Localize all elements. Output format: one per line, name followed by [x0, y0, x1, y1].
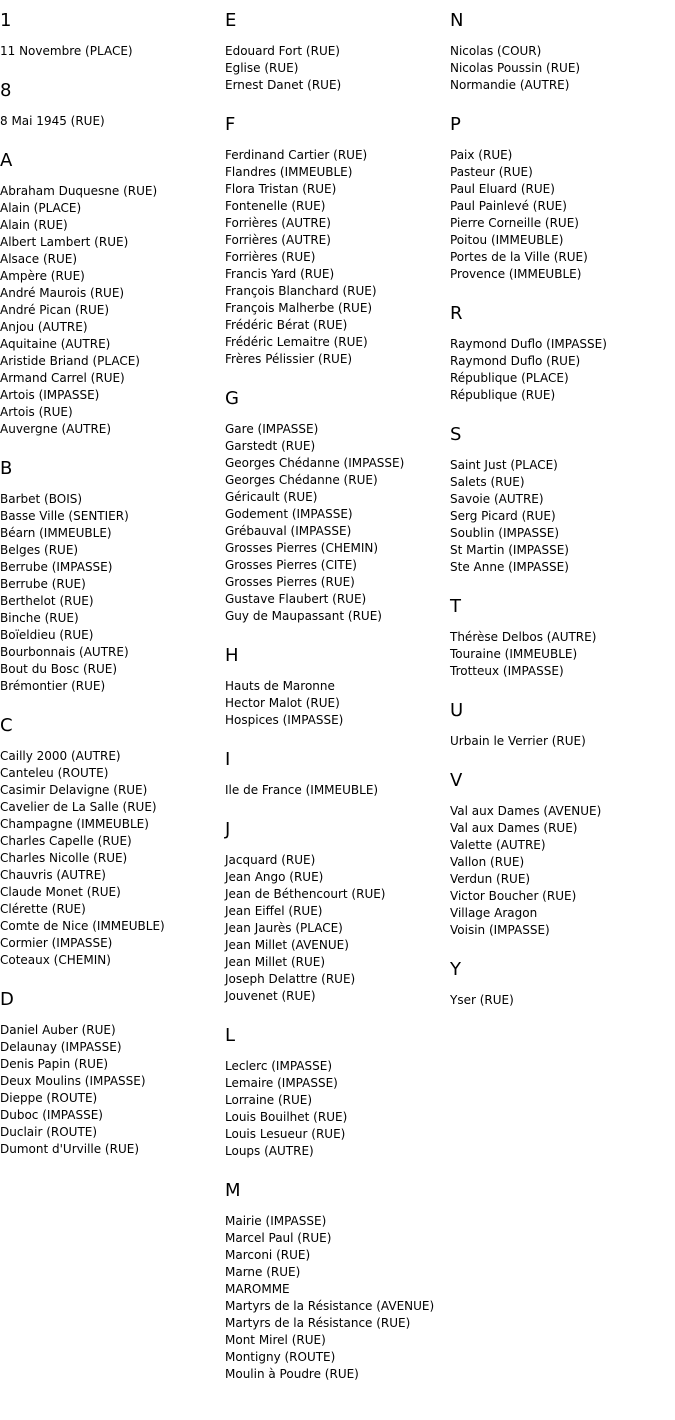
street-item[interactable]: Berthelot (RUE) [0, 594, 94, 608]
street-item[interactable]: Flandres (IMMEUBLE) [225, 165, 353, 179]
street-item[interactable]: André Pican (RUE) [0, 303, 110, 317]
street-list [450, 457, 674, 576]
street-item[interactable]: Cormier (IMPASSE) [0, 936, 113, 950]
street-item[interactable]: Val aux Dames (RUE) [450, 821, 578, 835]
street-item[interactable]: Lorraine (RUE) [225, 1093, 313, 1107]
street-item[interactable]: François Blanchard (RUE) [225, 284, 377, 298]
letter-heading: M [225, 1180, 241, 1201]
street-item[interactable]: Dumont d'Urville (RUE) [0, 1142, 140, 1156]
letter-section-1 [0, 11, 224, 60]
street-item[interactable]: Provence (IMMEUBLE) [450, 267, 582, 281]
street-item[interactable]: Georges Chédanne (RUE) [225, 473, 378, 487]
street-item[interactable]: Leclerc (IMPASSE) [225, 1059, 333, 1073]
street-item[interactable]: Paul Eluard (RUE) [450, 182, 555, 196]
street-item[interactable]: Moulin à Poudre (RUE) [225, 1367, 359, 1381]
street-list [450, 43, 674, 94]
letter-heading: 8 [0, 80, 12, 101]
letter-section-8 [0, 81, 224, 130]
street-item[interactable]: Grosses Pierres (RUE) [225, 575, 355, 589]
street-item[interactable]: Forrières (AUTRE) [225, 233, 331, 247]
street-item[interactable]: Barbet (BOIS) [0, 492, 83, 506]
letter-section-p [450, 115, 674, 283]
street-item[interactable]: Alsace (RUE) [0, 252, 78, 266]
street-item[interactable]: Canteleu (ROUTE) [0, 766, 109, 780]
street-item[interactable]: Touraine (IMMEUBLE) [450, 647, 578, 661]
street-item[interactable]: Chauvris (AUTRE) [0, 868, 106, 882]
street-item[interactable]: Flora Tristan (RUE) [225, 182, 337, 196]
letter-section-a [0, 151, 224, 438]
street-list [225, 678, 449, 729]
street-item[interactable]: Louis Bouilhet (RUE) [225, 1110, 348, 1124]
street-item[interactable]: Artois (RUE) [0, 405, 73, 419]
street-item[interactable]: Comte de Nice (IMMEUBLE) [0, 919, 165, 933]
street-item[interactable]: Jean Jaurès (PLACE) [225, 921, 343, 935]
street-item[interactable]: Ile de France (IMMEUBLE) [225, 783, 379, 797]
letter-section-r [450, 304, 674, 404]
street-item[interactable]: François Malherbe (RUE) [225, 301, 373, 315]
letter-section-s [450, 425, 674, 576]
letter-heading: T [450, 596, 461, 617]
street-list [450, 147, 674, 283]
street-item[interactable]: Albert Lambert (RUE) [0, 235, 129, 249]
street-item[interactable]: Louis Lesueur (RUE) [225, 1127, 346, 1141]
letter-heading: I [225, 749, 231, 770]
street-list [225, 782, 449, 799]
street-item[interactable]: Garstedt (RUE) [225, 439, 316, 453]
street-item[interactable]: Ernest Danet (RUE) [225, 78, 342, 92]
street-item[interactable]: Urbain le Verrier (RUE) [450, 734, 586, 748]
street-item[interactable]: Serg Picard (RUE) [450, 509, 556, 523]
street-item[interactable]: Savoie (AUTRE) [450, 492, 544, 506]
street-item[interactable]: Vallon (RUE) [450, 855, 525, 869]
street-item[interactable]: MAROMME [225, 1282, 290, 1296]
street-list [450, 733, 674, 750]
street-item[interactable]: Martyrs de la Résistance (RUE) [225, 1316, 411, 1330]
street-item[interactable]: Daniel Auber (RUE) [0, 1023, 116, 1037]
street-index-column-3 [450, 0, 674, 1030]
street-index-column-2 [225, 0, 449, 1404]
street-item[interactable]: Jean Eiffel (RUE) [225, 904, 323, 918]
street-item[interactable]: Soublin (IMPASSE) [450, 526, 560, 540]
street-list [225, 43, 449, 94]
street-item[interactable]: Cavelier de La Salle (RUE) [0, 800, 157, 814]
street-item[interactable]: Ferdinand Cartier (RUE) [225, 148, 368, 162]
street-item[interactable]: Pierre Corneille (RUE) [450, 216, 579, 230]
letter-section-t [450, 597, 674, 680]
street-item[interactable]: Guy de Maupassant (RUE) [225, 609, 382, 623]
street-item[interactable]: Grosses Pierres (CHEMIN) [225, 541, 379, 555]
street-item[interactable]: Gustave Flaubert (RUE) [225, 592, 367, 606]
street-item[interactable]: Clérette (RUE) [0, 902, 86, 916]
street-item[interactable]: Raymond Duflo (RUE) [450, 354, 581, 368]
street-item[interactable]: Ste Anne (IMPASSE) [450, 560, 569, 574]
letter-heading: U [450, 700, 464, 721]
letter-section-y [450, 960, 674, 1009]
street-item[interactable]: Grosses Pierres (CITE) [225, 558, 357, 572]
street-item[interactable]: Marcel Paul (RUE) [225, 1231, 332, 1245]
street-item[interactable]: Pasteur (RUE) [450, 165, 533, 179]
street-item[interactable]: Frédéric Bérat (RUE) [225, 318, 348, 332]
street-item[interactable]: Paix (RUE) [450, 148, 513, 162]
street-item[interactable]: Coteaux (CHEMIN) [0, 953, 111, 967]
street-item[interactable]: Frères Pélissier (RUE) [225, 352, 353, 366]
street-item[interactable]: Champagne (IMMEUBLE) [0, 817, 149, 831]
letter-section-u [450, 701, 674, 750]
street-item[interactable]: Nicolas Poussin (RUE) [450, 61, 581, 75]
street-item[interactable]: Aquitaine (AUTRE) [0, 337, 111, 351]
street-item[interactable]: Godement (IMPASSE) [225, 507, 353, 521]
street-item[interactable]: Joseph Delattre (RUE) [225, 972, 356, 986]
letter-section-b [0, 459, 224, 695]
street-item[interactable]: Martyrs de la Résistance (AVENUE) [225, 1299, 435, 1313]
street-item[interactable]: Jouvenet (RUE) [225, 989, 316, 1003]
street-item[interactable]: Jean Ango (RUE) [225, 870, 324, 884]
street-item[interactable]: Delaunay (IMPASSE) [0, 1040, 122, 1054]
street-item[interactable]: Val aux Dames (AVENUE) [450, 804, 602, 818]
street-item[interactable]: 8 Mai 1945 (RUE) [0, 114, 105, 128]
street-item[interactable]: Géricault (RUE) [225, 490, 318, 504]
street-list [0, 113, 224, 130]
street-list [0, 183, 224, 438]
street-item[interactable]: Marconi (RUE) [225, 1248, 311, 1262]
street-item[interactable]: Eglise (RUE) [225, 61, 299, 75]
street-item[interactable]: Frédéric Lemaitre (RUE) [225, 335, 368, 349]
street-item[interactable]: Paul Painlevé (RUE) [450, 199, 567, 213]
street-item[interactable]: Bout du Bosc (RUE) [0, 662, 118, 676]
street-item[interactable]: Berrube (RUE) [0, 577, 86, 591]
street-item[interactable]: Casimir Delavigne (RUE) [0, 783, 148, 797]
street-item[interactable]: Normandie (AUTRE) [450, 78, 570, 92]
street-item[interactable]: Artois (IMPASSE) [0, 388, 100, 402]
street-list [450, 992, 674, 1009]
letter-heading: D [0, 989, 14, 1010]
letter-heading: S [450, 424, 462, 445]
letter-heading: J [225, 819, 231, 840]
street-list [225, 1058, 449, 1160]
street-item[interactable]: Voisin (IMPASSE) [450, 923, 550, 937]
street-item[interactable]: Forrières (AUTRE) [225, 216, 331, 230]
street-item[interactable]: Jean de Béthencourt (RUE) [225, 887, 386, 901]
street-list [0, 1022, 224, 1158]
letter-heading: E [225, 10, 237, 31]
street-item[interactable]: Nicolas (COUR) [450, 44, 542, 58]
street-item[interactable]: Belges (RUE) [0, 543, 79, 557]
letter-heading: 1 [0, 10, 12, 31]
street-list [450, 336, 674, 404]
street-item[interactable]: Alain (PLACE) [0, 201, 82, 215]
street-item[interactable]: Fontenelle (RUE) [225, 199, 326, 213]
street-item[interactable]: Village Aragon [450, 906, 538, 920]
letter-section-m [225, 1181, 449, 1383]
letter-heading: F [225, 114, 236, 135]
street-item[interactable]: Salets (RUE) [450, 475, 525, 489]
street-item[interactable]: Mont Mirel (RUE) [225, 1333, 326, 1347]
street-item[interactable]: Aristide Briand (PLACE) [0, 354, 140, 368]
street-item[interactable]: Verdun (RUE) [450, 872, 531, 886]
street-list [225, 1213, 449, 1383]
street-item[interactable]: Dieppe (ROUTE) [0, 1091, 98, 1105]
street-list [450, 803, 674, 939]
letter-heading: P [450, 114, 461, 135]
street-item[interactable]: Hector Malot (RUE) [225, 696, 340, 710]
street-item[interactable]: Forrières (RUE) [225, 250, 316, 264]
street-list [0, 748, 224, 969]
street-item[interactable]: Loups (AUTRE) [225, 1144, 314, 1158]
letter-section-h [225, 646, 449, 729]
street-item[interactable]: Bourbonnais (AUTRE) [0, 645, 129, 659]
street-item[interactable]: Berrube (IMPASSE) [0, 560, 113, 574]
street-item[interactable]: Binche (RUE) [0, 611, 79, 625]
street-item[interactable]: Charles Capelle (RUE) [0, 834, 132, 848]
letter-section-d [0, 990, 224, 1158]
street-item[interactable]: Montigny (ROUTE) [225, 1350, 336, 1364]
street-item[interactable]: Armand Carrel (RUE) [0, 371, 125, 385]
street-item[interactable]: Cailly 2000 (AUTRE) [0, 749, 121, 763]
street-item[interactable]: Ampère (RUE) [0, 269, 85, 283]
street-item[interactable]: St Martin (IMPASSE) [450, 543, 569, 557]
street-item[interactable]: Anjou (AUTRE) [0, 320, 88, 334]
street-item[interactable]: Charles Nicolle (RUE) [0, 851, 128, 865]
street-item[interactable]: Francis Yard (RUE) [225, 267, 335, 281]
letter-heading: N [450, 10, 464, 31]
street-list [225, 421, 449, 625]
letter-section-n [450, 11, 674, 94]
street-item[interactable]: Jean Millet (AVENUE) [225, 938, 349, 952]
street-item[interactable]: Brémontier (RUE) [0, 679, 106, 693]
street-item[interactable]: Victor Boucher (RUE) [450, 889, 577, 903]
street-item[interactable]: Denis Papin (RUE) [0, 1057, 109, 1071]
letter-section-c [0, 716, 224, 969]
street-item[interactable]: Georges Chédanne (IMPASSE) [225, 456, 405, 470]
street-item[interactable]: Edouard Fort (RUE) [225, 44, 340, 58]
street-list [225, 147, 449, 368]
street-item[interactable]: Valette (AUTRE) [450, 838, 546, 852]
street-list [0, 491, 224, 695]
street-item[interactable]: Grébauval (IMPASSE) [225, 524, 352, 538]
street-item[interactable]: Claude Monet (RUE) [0, 885, 121, 899]
street-item[interactable]: République (RUE) [450, 388, 556, 402]
street-list [0, 43, 224, 60]
letter-heading: C [0, 715, 13, 736]
street-item[interactable]: Mairie (IMPASSE) [225, 1214, 327, 1228]
letter-section-i [225, 750, 449, 799]
street-item[interactable]: Boïeldieu (RUE) [0, 628, 94, 642]
street-item[interactable]: Auvergne (AUTRE) [0, 422, 112, 436]
letter-section-v [450, 771, 674, 939]
street-item[interactable]: République (PLACE) [450, 371, 569, 385]
street-item[interactable]: Abraham Duquesne (RUE) [0, 184, 158, 198]
street-item[interactable]: Trotteux (IMPASSE) [450, 664, 564, 678]
street-item[interactable]: Duclair (ROUTE) [0, 1125, 98, 1139]
street-item[interactable]: Gare (IMPASSE) [225, 422, 319, 436]
letter-heading: L [225, 1025, 236, 1046]
street-item[interactable]: Hauts de Maronne [225, 679, 335, 693]
street-item[interactable]: Thérèse Delbos (AUTRE) [450, 630, 597, 644]
street-item[interactable]: Marne (RUE) [225, 1265, 301, 1279]
letter-section-l [225, 1026, 449, 1160]
letter-heading: G [225, 388, 239, 409]
street-item[interactable]: Deux Moulins (IMPASSE) [0, 1074, 146, 1088]
street-list [225, 852, 449, 1005]
street-item[interactable]: Basse Ville (SENTIER) [0, 509, 129, 523]
letter-heading: Y [450, 959, 461, 980]
street-item[interactable]: Raymond Duflo (IMPASSE) [450, 337, 607, 351]
street-item[interactable]: Hospices (IMPASSE) [225, 713, 344, 727]
street-item[interactable]: Yser (RUE) [450, 993, 514, 1007]
street-list [450, 629, 674, 680]
street-item[interactable]: André Maurois (RUE) [0, 286, 125, 300]
letter-section-g [225, 389, 449, 625]
letter-heading: V [450, 770, 463, 791]
letter-heading: B [0, 458, 13, 479]
street-item[interactable]: 11 Novembre (PLACE) [0, 44, 133, 58]
letter-section-e [225, 11, 449, 94]
street-item[interactable]: Lemaire (IMPASSE) [225, 1076, 338, 1090]
letter-heading: A [0, 150, 13, 171]
street-index-column-1 [0, 0, 224, 1179]
letter-heading: R [450, 303, 463, 324]
street-item[interactable]: Duboc (IMPASSE) [0, 1108, 103, 1122]
letter-section-f [225, 115, 449, 368]
letter-heading: H [225, 645, 239, 666]
street-item[interactable]: Saint Just (PLACE) [450, 458, 558, 472]
street-item[interactable]: Jean Millet (RUE) [225, 955, 326, 969]
letter-section-j [225, 820, 449, 1005]
street-item[interactable]: Poitou (IMMEUBLE) [450, 233, 564, 247]
street-item[interactable]: Alain (RUE) [0, 218, 68, 232]
street-item[interactable]: Jacquard (RUE) [225, 853, 316, 867]
street-item[interactable]: Béarn (IMMEUBLE) [0, 526, 112, 540]
street-item[interactable]: Portes de la Ville (RUE) [450, 250, 588, 264]
